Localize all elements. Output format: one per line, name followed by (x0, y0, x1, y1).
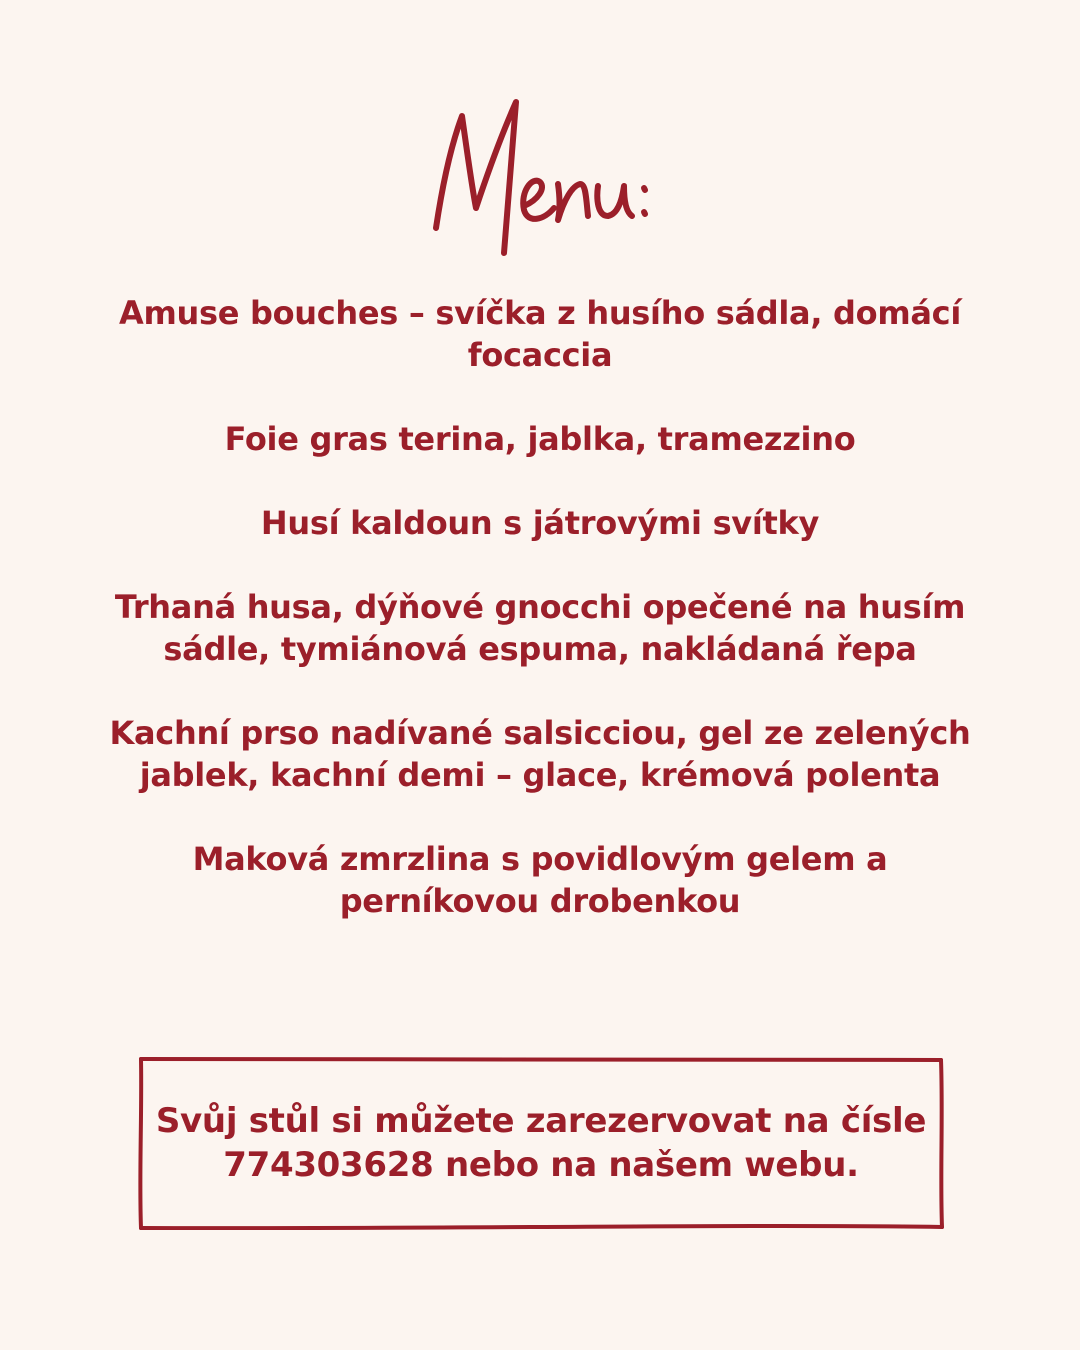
course-duck: Kachní prso nadívané salsicciou, gel ze zelených jablek, kachní demi – glace, krémová polenta (109, 714, 971, 794)
course-soup: Husí kaldoun s játrovými svítky (260, 504, 820, 542)
reservation-box (138, 1056, 944, 1230)
course-amuse-bouches: Amuse bouches – svíčka z husího sádla, domácí focaccia (118, 294, 962, 374)
course-goose: Trhaná husa, dýňové gnocchi opečené na husím sádle, tymiánová espuma, nakládaná řepa (114, 588, 966, 668)
course-foie-gras: Foie gras terina, jablka, tramezzino (224, 420, 856, 458)
menu-title (0, 88, 1080, 268)
course-dessert: Maková zmrzlina s povidlovým gelem a perníkovou drobenkou (192, 840, 888, 920)
reservation-text: Svůj stůl si můžete zarezervovat na čísle 774303628 nebo na našem webu. (155, 1101, 927, 1185)
course-list (90, 292, 990, 922)
menu-title-script (420, 88, 660, 263)
